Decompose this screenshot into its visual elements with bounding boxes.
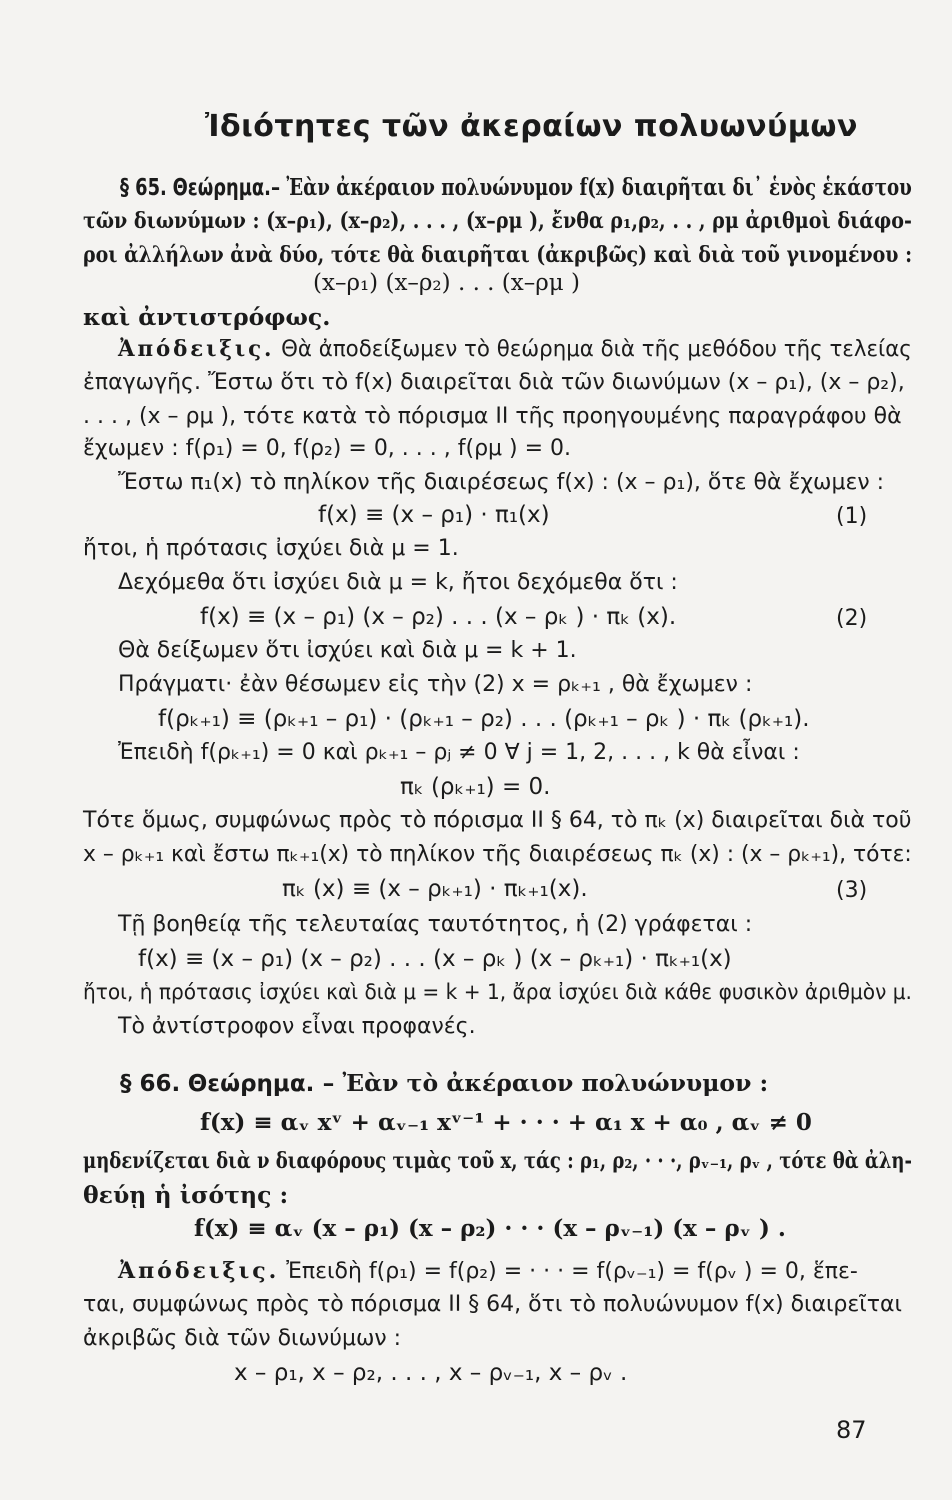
equation-5-number: (3)	[836, 878, 868, 903]
proof-65-line-15: Τὸ ἀντίστροφον εἶναι προφανές.	[118, 1014, 476, 1039]
proof-65-line-8: Θὰ δείξωμεν ὅτι ἰσχύει καὶ διὰ μ = k + 1.	[118, 638, 577, 663]
proof-65-line-7: Δεχόμεθα ὅτι ἰσχύει διὰ μ = k, ἤτοι δεχόμεθα ὅτι :	[118, 570, 678, 595]
proof-65-line-5: Ἔστω π₁(x) τὸ πηλίκον τῆς διαιρέσεως f(x) : (x – ρ₁), ὅτε θὰ ἔχωμεν :	[118, 470, 885, 495]
proof-66-binomials: x – ρ₁, x – ρ₂, . . . , x – ρᵥ₋₁, x – ρᵥ .	[234, 1360, 628, 1386]
theorem-65-product: (x–ρ₁) (x–ρ₂) . . . (x–ρμ )	[313, 270, 581, 296]
proof-66-line-3: ἀκριβῶς διὰ τῶν διωνύμων :	[83, 1326, 402, 1351]
proof-label: Ἀπόδειξις.	[118, 336, 275, 362]
theorem-heading: Θεώρημα.	[187, 1071, 315, 1097]
theorem-65-line-2: τῶν διωνύμων : (x–ρ₁), (x–ρ₂), . . . , (x–ρμ ), ἔνθα ρ₁,ρ₂, . . , ρμ ἀριθμοὶ διάφο-	[83, 208, 912, 234]
proof-65-line-4: ἔχωμεν : f(ρ₁) = 0, f(ρ₂) = 0, . . . , f(ρμ ) = 0.	[83, 436, 572, 461]
section-number: § 65.	[120, 175, 167, 201]
proof-65-line-14: ἤτοι, ἡ πρότασις ἰσχύει καὶ διὰ μ = k + 1, ἄρα ἰσχύει διὰ κάθε φυσικὸν ἀριθμὸν μ.	[83, 980, 912, 1005]
theorem-65-line-1	[120, 172, 912, 203]
theorem-65-line-3: ροι ἀλλήλων ἀνὰ δύο, τότε θὰ διαιρῆται (ἀκριβῶς) καὶ διὰ τοῦ γινομένου :	[83, 242, 913, 268]
proof-65-line-3: . . . , (x – ρμ ), τότε κατὰ τὸ πόρισμα ΙΙ τῆς προηγουμένης παραγράφου θὰ	[83, 404, 902, 429]
proof-65-line-11: Τότε ὅμως, συμφώνως πρὸς τὸ πόρισμα ΙΙ § 64, τὸ πₖ (x) διαιρεῖται διὰ τοῦ	[83, 808, 912, 833]
equation-2-number: (2)	[836, 606, 868, 631]
equation-3: f(ρₖ₊₁) ≡ (ρₖ₊₁ – ρ₁) · (ρₖ₊₁ – ρ₂) . . . (ρₖ₊₁ – ρₖ ) · πₖ (ρₖ₊₁).	[158, 706, 810, 732]
theorem-heading: Θεώρημα.	[172, 175, 271, 201]
page-title: Ἰδιότητες τῶν ἀκεραίων πολυωνύμων	[205, 109, 858, 144]
theorem-66-line-1	[120, 1068, 768, 1099]
theorem-text: – Ἐὰν ἀκέραιον πολυώνυμον f(x) διαιρῆται δι᾿ ἑνὸς ἑκάστου	[270, 173, 912, 201]
theorem-66-factorization: f(x) ≡ αᵥ (x – ρ₁) (x – ρ₂) · · · (x – ρᵥ₋₁) (x – ρᵥ ) .	[194, 1215, 786, 1242]
proof-65-line-9: Πράγματι· ἐὰν θέσωμεν εἰς τὴν (2) x = ρₖ₊₁ , θὰ ἔχωμεν :	[118, 672, 753, 697]
equation-5: πₖ (x) ≡ (x – ρₖ₊₁) · πₖ₊₁(x).	[282, 876, 588, 902]
theorem-text: – Ἐὰν τὸ ἀκέραιον πολυώνυμον :	[314, 1069, 769, 1097]
theorem-66-line-3: θεύῃ ἡ ἰσότης :	[83, 1181, 289, 1209]
proof-65-line-6: ἤτοι, ἡ πρότασις ἰσχύει διὰ μ = 1.	[83, 536, 459, 561]
theorem-65-converse: καὶ ἀντιστρόφως.	[83, 303, 331, 331]
proof-65-line-1	[118, 334, 912, 365]
proof-66-line-1	[118, 1256, 858, 1287]
proof-text: Ἐπειδὴ f(ρ₁) = f(ρ₂) = · · · = f(ρᵥ₋₁) = f(ρᵥ ) = 0, ἕπε-	[279, 1259, 858, 1284]
proof-text: Θὰ ἀποδείξωμεν τὸ θεώρημα διὰ τῆς μεθόδου τῆς τελείας	[274, 337, 912, 362]
equation-1: f(x) ≡ (x – ρ₁) · π₁(x)	[318, 502, 550, 528]
equation-4: πₖ (ρₖ₊₁) = 0.	[400, 774, 551, 800]
page-number: 87	[836, 1416, 867, 1444]
equation-2: f(x) ≡ (x – ρ₁) (x – ρ₂) . . . (x – ρₖ ) · πₖ (x).	[200, 604, 677, 630]
equation-1-number: (1)	[836, 504, 868, 529]
proof-66-line-2: ται, συμφώνως πρὸς τὸ πόρισμα ΙΙ § 64, ὅτι τὸ πολυώνυμον f(x) διαιρεῖται	[83, 1292, 902, 1317]
theorem-66-polynomial: f(x) ≡ αᵥ xᵛ + αᵥ₋₁ xᵛ⁻¹ + · · · + α₁ x + α₀ , αᵥ ≠ 0	[200, 1109, 812, 1136]
proof-label: Ἀπόδειξις.	[118, 1258, 280, 1284]
theorem-66-line-2: μηδενίζεται διὰ ν διαφόρους τιμὰς τοῦ x, τάς : ρ₁, ρ₂, · · ·, ρᵥ₋₁, ρᵥ , τότε θὰ ἀλη-	[83, 1148, 912, 1174]
proof-65-line-2: ἐπαγωγῆς. Ἔστω ὅτι τὸ f(x) διαιρεῖται διὰ τῶν διωνύμων (x – ρ₁), (x – ρ₂),	[83, 370, 905, 395]
proof-65-line-12: x – ρₖ₊₁ καὶ ἔστω πₖ₊₁(x) τὸ πηλίκον τῆς διαιρέσεως πₖ (x) : (x – ρₖ₊₁), τότε:	[83, 842, 912, 867]
section-number: § 66.	[120, 1071, 181, 1097]
proof-65-line-13: Τῇ βοηθείᾳ τῆς τελευταίας ταυτότητος, ἡ (2) γράφεται :	[118, 912, 753, 937]
equation-6: f(x) ≡ (x – ρ₁) (x – ρ₂) . . . (x – ρₖ ) (x – ρₖ₊₁) · πₖ₊₁(x)	[138, 946, 732, 972]
proof-65-line-10: Ἐπειδὴ f(ρₖ₊₁) = 0 καὶ ρₖ₊₁ – ρⱼ ≠ 0 ∀ j = 1, 2, . . . , k θὰ εἶναι :	[118, 740, 800, 765]
